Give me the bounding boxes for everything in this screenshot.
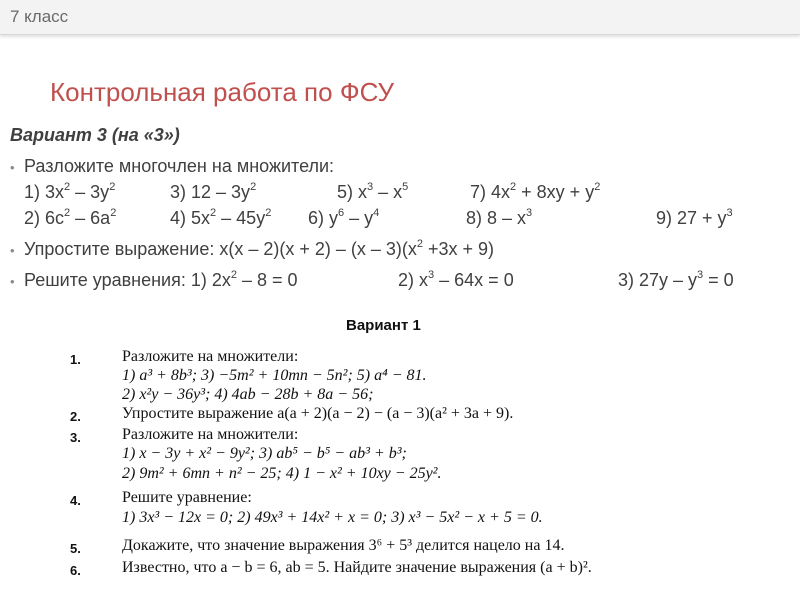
item-number: 1. [70, 352, 81, 367]
task1-item-2: 2) $6c^2 - 6a^2$ [24, 207, 117, 228]
top-bar [0, 0, 800, 35]
task3-eq-2: 2) $x^3 - 64x = 0$ [398, 269, 514, 290]
task1-item-4: 4) $5x^2 - 45y^2$ [170, 207, 272, 228]
bullet-icon: • [10, 160, 15, 175]
task3-eq-3: 3) $27y - y^3 = 0$ [618, 269, 734, 290]
bullet-icon: • [10, 243, 15, 258]
worksheet-line: Упростите выражение a(a + 2)(a − 2) − (a − 3)(a² + 3a + 9). [122, 405, 514, 422]
worksheet-line: Разложите на множители: [122, 426, 299, 443]
task1-prompt: Разложите многочлен на множители: [24, 156, 335, 176]
item-number: 2. [70, 409, 81, 424]
item-number: 3. [70, 430, 81, 445]
worksheet-line: Решите уравнение: [122, 489, 252, 506]
item-number: 4. [70, 493, 81, 508]
page-title: Контрольная работа по ФСУ [50, 77, 395, 107]
task1-item-1: 1) $3x^2 - 3y^2$ [24, 181, 116, 202]
task1-item-9: 9) $27 + y^3$ [656, 207, 733, 228]
task1-item-7: 7) $4x^2 + 8xy + y^2$ [470, 181, 601, 202]
worksheet-title: Вариант 1 [346, 317, 421, 334]
grade-label: 7 класс [10, 7, 69, 26]
task1-item-8: 8) $8 - x^3$ [466, 207, 533, 228]
item-number: 6. [70, 563, 81, 578]
worksheet-line: 1) a³ + 8b³; 3) −5m² + 10mn − 5n²; 5) a⁴ − 81. [122, 367, 427, 384]
worksheet-line: Известно, что a − b = 6, ab = 5. Найдите значение выражения (a + b)². [122, 559, 592, 576]
variant-heading: Вариант 3 (на «3») [10, 125, 180, 145]
task1-item-3: 3) $12 - 3y^2$ [170, 181, 257, 202]
task1-item-5: 5) $x^3 - x^5$ [337, 181, 409, 202]
task2-line: Упростите выражение: $x(x - 2)(x + 2) - (x - 3)(x^2 +3x + 9)$ [24, 238, 495, 259]
bullet-icon: • [10, 274, 15, 289]
worksheet-scan [70, 312, 730, 594]
task1-item-6: 6) $y^6 - y^4$ [308, 207, 380, 228]
worksheet-line: Разложите на множители: [122, 348, 299, 365]
worksheet-line: 2) x²y − 36y³; 4) 4ab − 28b + 8a − 56; [122, 386, 374, 403]
item-number: 5. [70, 541, 81, 556]
worksheet-line: Докажите, что значение выражения 3⁶ + 5³ делится нацело на 14. [122, 537, 565, 554]
worksheet-line: 1) 3x³ − 12x = 0; 2) 49x³ + 14x² + x = 0; 3) x³ − 5x² − x + 5 = 0. [122, 509, 543, 526]
worksheet-line: 1) x − 3y + x² − 9y²; 3) ab⁵ − b⁵ − ab³ + b³; [122, 445, 407, 462]
worksheet-line: 2) 9m² + 6mn + n² − 25; 4) 1 − x² + 10xy − 25y². [122, 465, 442, 482]
task3-eq-1: Решите уравнения: 1) $2x^2 - 8 = 0$ [24, 269, 298, 290]
